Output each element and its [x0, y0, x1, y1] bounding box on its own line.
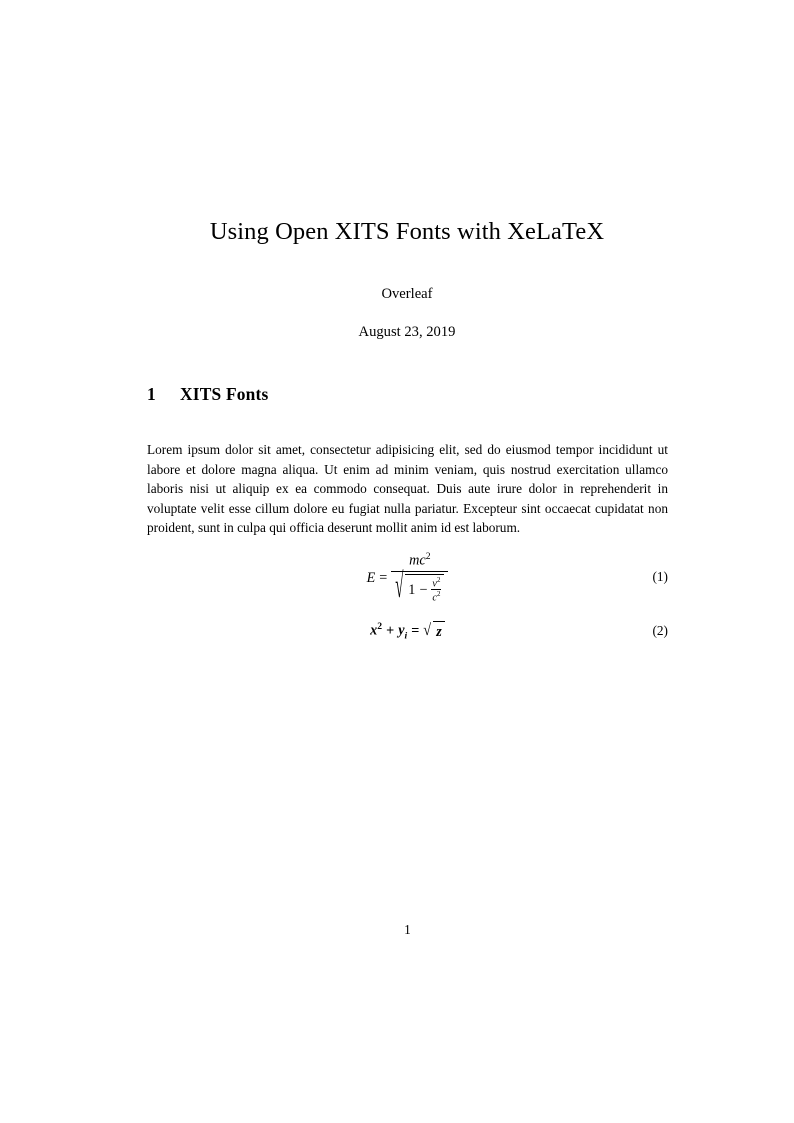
equation-1-relation: = [379, 570, 388, 587]
equation-1-fraction [391, 551, 448, 605]
equation-2-term2-subscript: i [404, 630, 408, 642]
equation-1-row [147, 552, 668, 606]
equation-1-expression [367, 552, 449, 606]
equation-1-tag: (1) [652, 569, 668, 584]
equation-1-inner-denominator-base: c [432, 592, 437, 604]
equation-2-block [147, 621, 668, 642]
equation-1-radicand-leading: 1 [408, 581, 416, 598]
equation-2-radical [423, 621, 445, 641]
equation-1-block [147, 552, 668, 606]
equation-2-tag: (2) [652, 623, 668, 639]
equation-1-inner-numerator [431, 576, 441, 590]
equation-1-denominator [391, 569, 448, 607]
equation-2-operator: + [386, 622, 395, 639]
equation-1-inner-fraction [431, 576, 441, 604]
equation-1-inner-denominator-exponent: 2 [436, 590, 441, 599]
equation-1-inner-numerator-exponent: 2 [436, 575, 441, 584]
equation-2-relation: = [411, 622, 420, 639]
page-title: Using Open XITS Fonts with XeLaTeX [209, 218, 605, 245]
equation-2-term2-base: y [398, 622, 405, 639]
equation-2-expression [370, 621, 445, 642]
body-paragraph: Lorem ipsum dolor sit amet, consectetur adipisicing elit, sed do eiusmod tempor incididunt ut labore et dolore magna aliqua. Ut enim ad minim veniam, quis nostrud exercitation ullamco laboris nisi ut aliquip ex ea commodo consequat. Duis aute irure dolor in reprehenderit in voluptate velit esse cillum dolore eu fugiat nulla pariatur. Excepteur sint occaecat cupidatat non proident, sunt in culpa qui officia deserunt mollit anim id est laborum. [147, 442, 668, 536]
equation-1-numerator-base: mc [409, 552, 426, 569]
equation-2-term1-exponent: 2 [377, 621, 383, 632]
page-number: 1 [404, 922, 411, 937]
title-block [147, 218, 667, 341]
equation-1-radical [395, 569, 444, 607]
equation-2-row [147, 621, 668, 642]
equation-2-radicand: z [433, 621, 445, 641]
equation-1-lhs: E [366, 570, 376, 587]
section-title: XITS Fonts [180, 384, 269, 404]
equation-1-radicand [405, 574, 444, 605]
radical-icon: √ [395, 569, 404, 607]
section-heading [147, 384, 667, 405]
equation-1-inner-denominator [431, 590, 441, 603]
document-author: Overleaf [381, 286, 433, 303]
section-number: 1 [147, 384, 156, 404]
equation-2-term1-base: x [370, 622, 378, 639]
document-date: August 23, 2019 [358, 324, 456, 341]
equation-1-inner-numerator-base: v [432, 578, 437, 590]
equation-1-radicand-operator: − [419, 581, 428, 598]
radical-icon: √ [423, 621, 432, 641]
equation-1-numerator-exponent: 2 [425, 551, 431, 562]
